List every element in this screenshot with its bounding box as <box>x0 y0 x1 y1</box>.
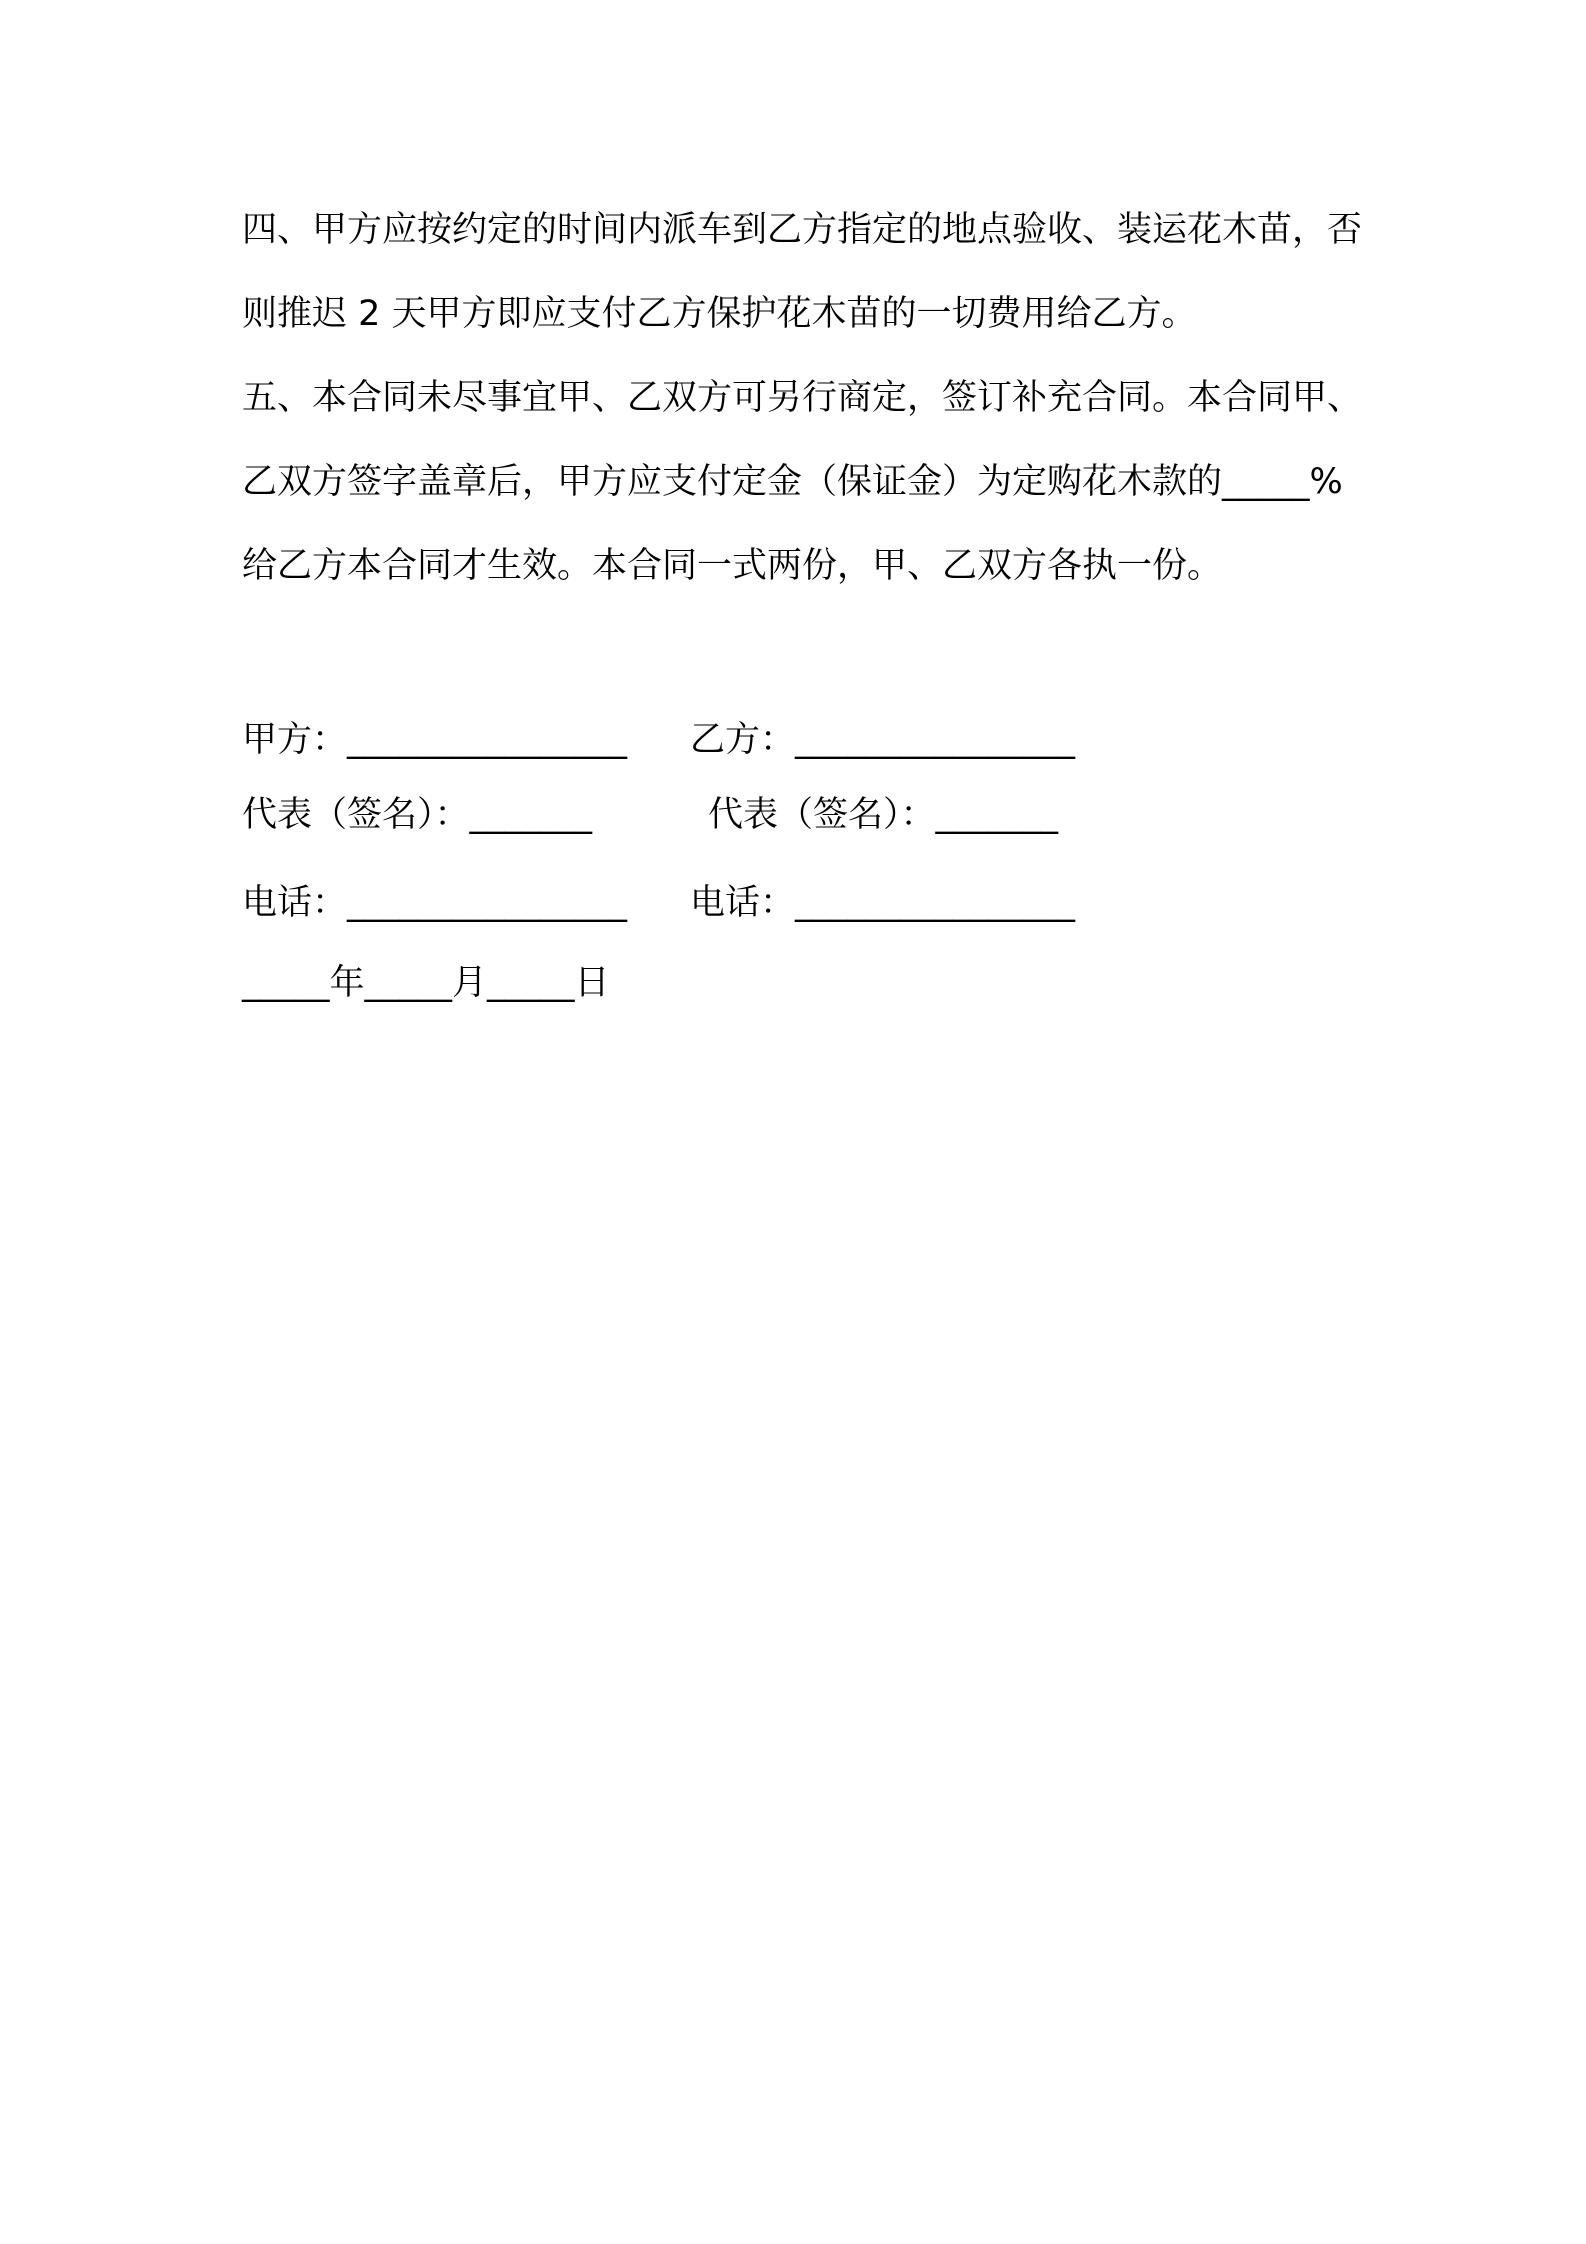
phone-b-line: 电话：________________ <box>690 883 1076 923</box>
party-b-line: 乙方：________________ <box>690 720 1076 760</box>
party-a-line: 甲方：________________ <box>242 720 628 760</box>
date-line: _____年_____月_____日 <box>242 963 610 1003</box>
phone-a-line: 电话：________________ <box>242 883 628 923</box>
rep-b-signature-line: 代表（签名）：_______ <box>708 795 1059 835</box>
rep-a-signature-line: 代表（签名）：_______ <box>242 795 593 835</box>
clause-four: 四、甲方应按约定的时间内派车到乙方指定的地点验收、装运花木苗，否则推迟 2 天甲方即应支付乙方保护花木苗的一切费用给乙方。 <box>242 210 1363 334</box>
clause-five: 五、本合同未尽事宜甲、乙双方可另行商定，签订补充合同。本合同甲、乙双方签字盖章后，甲方应支付定金（保证金）为定购花木款的_____%给乙方本合同才生效。本合同一式两份，甲、乙双方各执一份。 <box>242 378 1363 586</box>
